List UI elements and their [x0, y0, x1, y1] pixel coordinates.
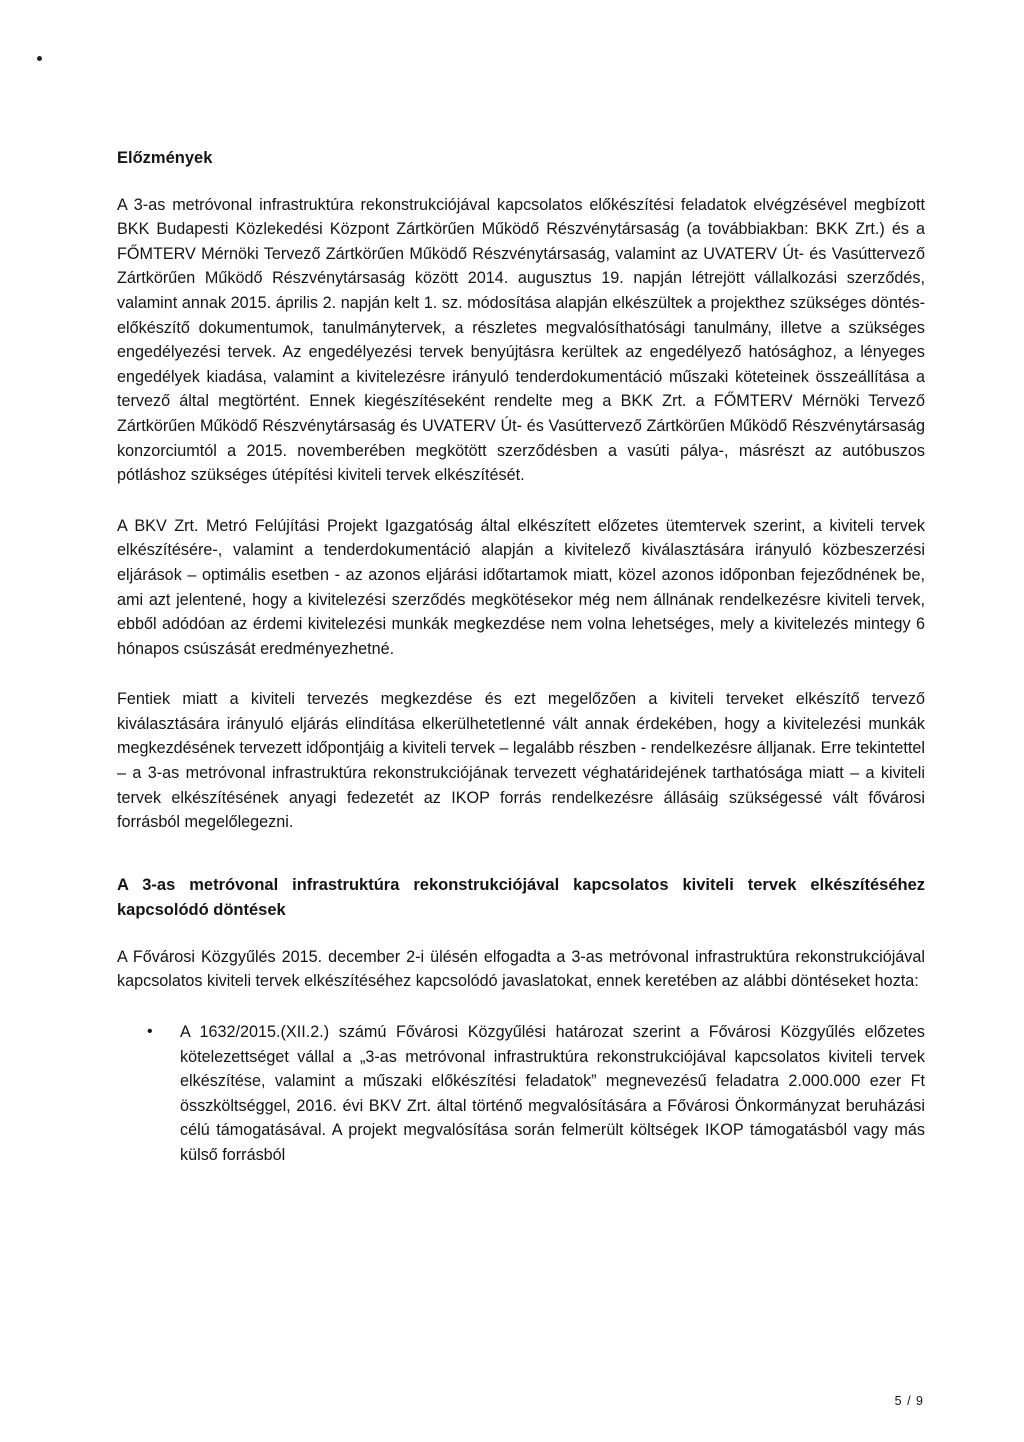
list-item-text: A 1632/2015.(XII.2.) számú Fővárosi Közgyűlési határozat szerint a Fővárosi Közgyűlés előzetes kötelezettséget vállal a „3-as metróvonal infrastruktúra rekonstrukciójával kapcsolatos kiviteli tervek elkészítése, valamint a műszaki előkészítési feladatok” megnevezésű feladatra 2.000.000 ezer Ft összköltséggel, 2016. évi BKV Zrt. által történő megvalósítására a Fővárosi Önkormányzat beruházási célú támogatásával. A projekt megvalósítása során felmerült költségek IKOP támogatásból vagy más külső forrásból — [180, 1023, 925, 1164]
decision-list — [117, 1020, 925, 1168]
document-page — [117, 146, 925, 1168]
paragraph-1: A 3-as metróvonal infrastruktúra rekonstrukciójával kapcsolatos előkészítési feladatok elvégzésével megbízott BKK Budapesti Közlekedési Központ Zártkörűen Működő Részvénytársaság (a továbbiakban: BKK Zrt.) és a FŐMTERV Mérnöki Tervező Zártkörűen Működő Részvénytársaság, valamint az UVATERV Út- és Vasúttervező Zártkörűen Működő Részvénytársaság között 2014. augusztus 19. napján létrejött vállalkozási szerződés, valamint annak 2015. április 2. napján kelt 1. sz. módosítása alapján elkészültek a projekthez szükséges döntés-előkészítő dokumentumok, tanulmánytervek, a részletes megvalósíthatósági tanulmány, illetve a szükséges engedélyezési tervek. Az engedélyezési tervek benyújtásra kerültek az engedélyező hatósághoz, a lényeges engedélyek kiadása, valamint a kivitelezésre irányuló tenderdokumentáció műszaki köteteinek összeállítása a tervező által megtörtént. Ennek kiegészítéseként rendelte meg a BKK Zrt. a FŐMTERV Mérnöki Tervező Zártkörűen Működő Részvénytársaság és UVATERV Út- és Vasúttervező Zártkörűen Működő Részvénytársaság konzorciumtól a 2015. novemberében megkötött szerződésben a vasúti pálya-, másrészt az autóbuszos pótláshoz szükséges útépítési kiviteli tervek elkészítését. — [117, 195, 925, 485]
page-number: 5 / 9 — [894, 1394, 924, 1408]
scan-dot-mark — [37, 56, 42, 61]
list-item — [117, 1020, 925, 1168]
paragraph-decisions-intro: A Fővárosi Közgyűlés 2015. december 2-i ülésén elfogadta a 3-as metróvonal infrastruktúra rekonstrukciójával kapcsolatos kiviteli tervek elkészítéséhez kapcsolódó javaslatokat, ennek keretében az alábbi döntéseket hozta: — [117, 947, 925, 991]
bullet-icon: • — [147, 1023, 153, 1041]
paragraph-2: A BKV Zrt. Metró Felújítási Projekt Igazgatóság által elkészített előzetes ütemtervek szerint, a kiviteli tervek elkészítésére-, valamint a tenderdokumentáció alapján a kivitelező kiválasztására irányuló közbeszerzési eljárások – optimális esetben - az azonos eljárási időtartamok miatt, közel azonos időponban fejeződnének be, ami azt jelentené, hogy a kivitelezési szerződés megkötésekor még nem állnának rendelkezésre kiviteli tervek, ebből adódóan az érdemi kivitelezési munkák megkezdése nem volna lehetséges, mely a kivitelezés mintegy 6 hónapos csúszását eredményezhetné. — [117, 516, 925, 658]
section-title-decisions: A 3-as metróvonal infrastruktúra rekonstrukciójával kapcsolatos kiviteli tervek elkészítéséhez kapcsolódó döntések — [117, 875, 925, 919]
paragraph-3: Fentiek miatt a kiviteli tervezés megkezdése és ezt megelőzően a kiviteli terveket elkészítő tervező kiválasztására irányuló eljárás elindítása elkerülhetetlenné vált annak érdekében, hogy a kivitelezési munkák megkezdésének tervezett időpontjáig a kiviteli tervek – legalább részben - rendelkezésre álljanak. Erre tekintettel – a 3-as metróvonal infrastruktúra rekonstrukciójának tervezett véghatáridejének tarthatósága miatt – a kiviteli tervek elkészítésének anyagi fedezetét az IKOP forrás rendelkezésre állásáig szükségessé vált fővárosi forrásból megelőlegezni. — [117, 690, 926, 832]
section-title-history: Előzmények — [117, 149, 213, 167]
